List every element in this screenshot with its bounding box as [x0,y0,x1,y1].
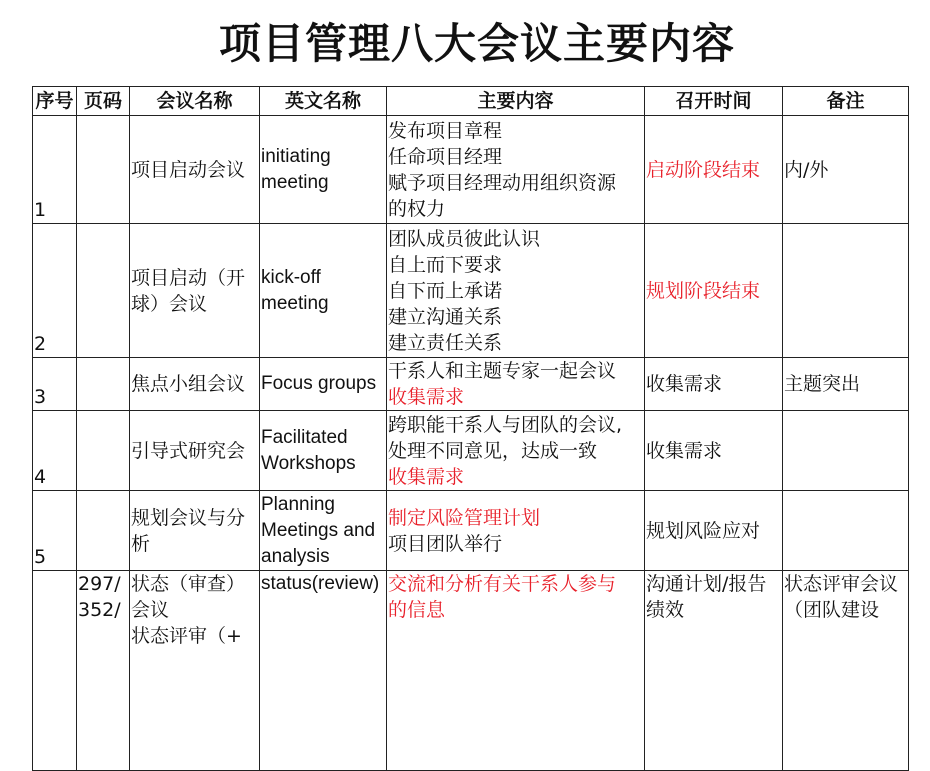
main-content-line: 收集需求 [388,465,465,488]
table-row [33,491,909,571]
main-content-line: 项目团队举行 [388,532,503,555]
main-content-line: 建立沟通关系 [388,305,503,328]
remark [783,411,909,491]
main-content-line: 处理不同意见，达成一致 [388,439,598,462]
header-page: 页码 [77,87,130,116]
english-name [260,411,387,491]
english-name-line: meeting [261,292,329,314]
meeting-time [645,571,783,771]
header-no: 序号 [33,87,77,116]
english-name [260,358,387,411]
header-english: 英文名称 [260,87,387,116]
main-content-line: 任命项目经理 [388,145,503,168]
english-name [260,116,387,224]
row-number [33,571,77,771]
main-content-line: 建立责任关系 [388,331,503,354]
english-name-line: Workshops [261,452,356,474]
meeting-time [645,411,783,491]
main-content [387,571,645,771]
remark [783,116,909,224]
remark [783,491,909,571]
english-name-line: Meetings and [261,519,376,541]
remark-line: 内/外 [784,158,829,181]
remark-line: 状态评审会议 [784,573,899,595]
meeting-time [645,116,783,224]
main-content-line: 自下而上承诺 [388,279,503,302]
main-content-line: 的信息 [388,599,446,621]
meeting-time-line: 收集需求 [646,373,723,395]
english-name-line: initiating [261,145,331,167]
meetings-table [32,86,909,771]
main-content [387,358,645,411]
main-content [387,491,645,571]
main-content-line: 收集需求 [388,386,465,408]
main-content-line: 干系人和主题专家一起会议 [388,360,617,382]
meeting-time-line: 规划风险应对 [646,519,761,542]
meeting-name [130,411,260,491]
meeting-time [645,491,783,571]
row-page [77,224,130,358]
meeting-time [645,358,783,411]
meeting-name-line: 球）会议 [131,292,208,315]
remark [783,358,909,411]
meeting-name [130,571,260,771]
main-content-line: 团队成员彼此认识 [388,227,541,250]
remark [783,571,909,771]
english-name-line: kick-off [261,266,321,288]
remark-line: 主题突出 [784,373,861,395]
main-content-line: 制定风险管理计划 [388,506,541,529]
english-name-line: status(review) [261,573,380,594]
meeting-time-line: 绩效 [646,599,685,621]
main-content-line: 的权力 [388,197,446,220]
header-time: 召开时间 [645,87,783,116]
page-title: 项目管理八大会议主要内容 [218,19,735,68]
meeting-name [130,358,260,411]
english-name [260,571,387,771]
row-number: 4 [33,411,77,491]
meeting-name-line: 项目启动（开 [131,266,246,289]
main-content [387,411,645,491]
meeting-name-line: 状态评审（+ [131,625,242,647]
table-row [33,116,909,224]
row-page [77,491,130,571]
row-number: 1 [33,116,77,224]
english-name-line: Focus groups [261,373,377,394]
meeting-time-line: 启动阶段结束 [646,158,761,181]
english-name-line: Planning [261,493,335,515]
main-content-line: 赋予项目经理动用组织资源 [388,171,617,194]
english-name-line: meeting [261,171,329,193]
table-row [33,571,909,771]
row-page [77,116,130,224]
row-number: 2 [33,224,77,358]
meeting-name-line: 析 [131,532,151,555]
row-page [77,411,130,491]
main-content-line: 交流和分析有关干系人参与 [388,573,617,595]
main-content-line: 跨职能干系人与团队的会议, [388,413,623,436]
remark-line: （团队建设 [784,599,880,621]
english-name-line: Facilitated [261,426,348,448]
meeting-name-line: 会议 [131,599,170,621]
header-name: 会议名称 [130,87,260,116]
row-page [77,571,130,771]
table-row [33,224,909,358]
table-body [33,116,909,771]
row-page-line: 297/ [78,573,121,595]
meeting-time-line: 沟通计划/报告 [646,573,767,595]
english-name [260,491,387,571]
english-name [260,224,387,358]
meeting-name [130,224,260,358]
meeting-time-line: 收集需求 [646,439,723,462]
meeting-time [645,224,783,358]
row-number: 5 [33,491,77,571]
remark [783,224,909,358]
row-number: 3 [33,358,77,411]
meeting-name [130,116,260,224]
main-content [387,116,645,224]
meeting-time-line: 规划阶段结束 [646,279,761,302]
meeting-name-line: 焦点小组会议 [131,373,246,395]
meeting-name-line: 引导式研究会 [131,439,246,462]
row-page-line: 352/ [78,599,121,621]
table-row [33,358,909,411]
meeting-name [130,491,260,571]
english-name-line: analysis [261,545,330,567]
header-content: 主要内容 [387,87,645,116]
main-content [387,224,645,358]
row-page [77,358,130,411]
main-content-line: 自上而下要求 [388,253,503,276]
main-content-line: 发布项目章程 [388,119,503,142]
table-row [33,411,909,491]
meeting-name-line: 规划会议与分 [131,506,246,529]
header-note: 备注 [783,87,909,116]
meeting-name-line: 项目启动会议 [131,158,246,181]
meeting-name-line: 状态（审查） [131,573,246,595]
header-row [33,87,909,116]
